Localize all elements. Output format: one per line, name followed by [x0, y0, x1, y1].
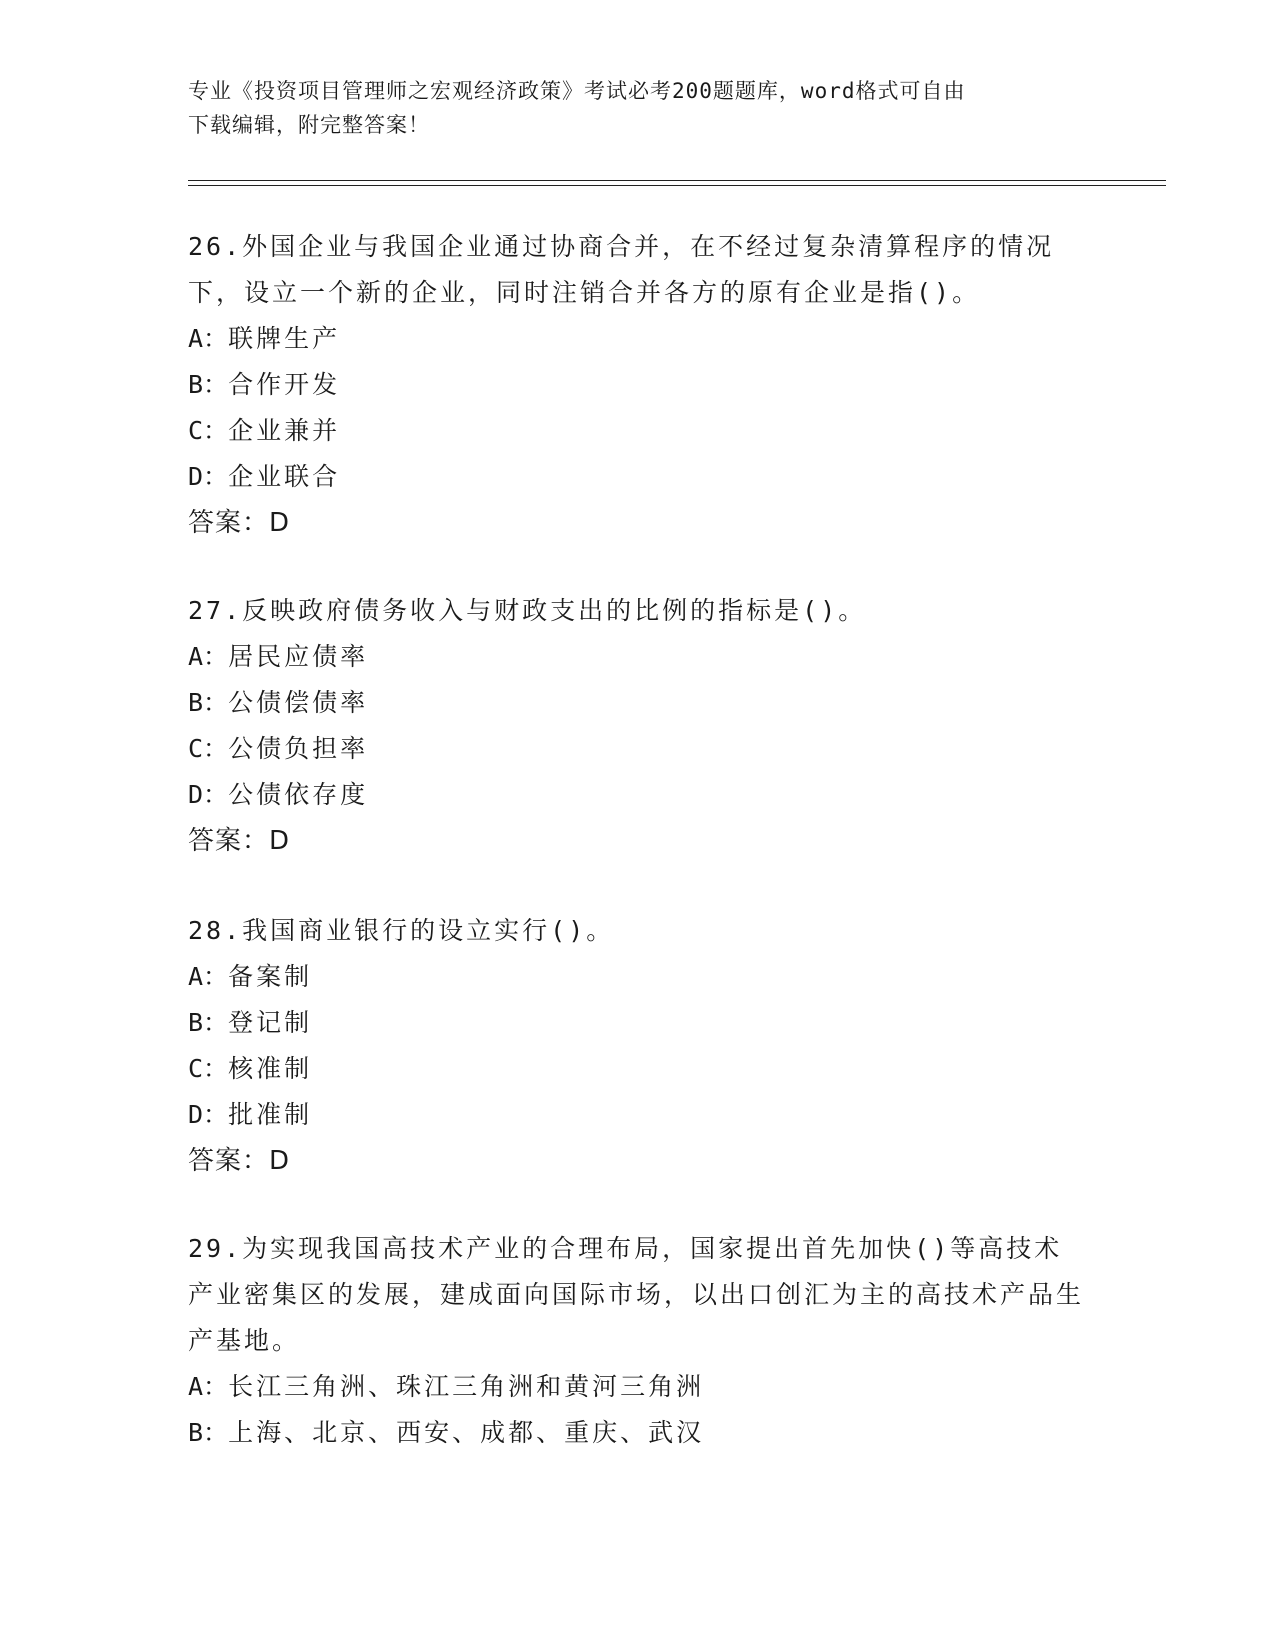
question-stem: 27.反映政府债务收入与财政支出的比例的指标是()。 [188, 596, 867, 625]
option-a [188, 954, 1088, 1000]
question-28 [188, 908, 1088, 1184]
question-stem: 29.为实现我国高技术产业的合理布局，国家提出首先加快()等高技术产业密集区的发展，建成面向国际市场，以出口创汇为主的高技术产品生产基地。 [188, 1234, 1085, 1355]
option-letter: B： [188, 1008, 229, 1037]
option-d [188, 772, 1088, 818]
option-a [188, 1364, 1088, 1410]
option-b [188, 680, 1088, 726]
option-text: 公债偿债率 [228, 688, 369, 717]
option-letter: B： [188, 1418, 229, 1447]
option-text: 联牌生产 [228, 324, 341, 353]
option-letter: B： [188, 688, 229, 717]
option-text: 合作开发 [228, 370, 341, 399]
question-29 [188, 1226, 1088, 1456]
option-b [188, 1000, 1088, 1046]
question-stem: 28.我国商业银行的设立实行()。 [188, 916, 615, 945]
option-text: 备案制 [228, 962, 313, 991]
option-letter: A： [188, 324, 229, 353]
header-line-1: 专业《投资项目管理师之宏观经济政策》考试必考200题题库，word格式可自由 [188, 79, 966, 103]
document-header [188, 74, 1088, 142]
option-letter: D： [188, 1100, 229, 1129]
answer: 答案：D [188, 1146, 291, 1176]
option-text: 公债负担率 [228, 734, 369, 763]
option-c [188, 1046, 1088, 1092]
option-letter: D： [188, 780, 229, 809]
answer: 答案：D [188, 826, 291, 856]
option-text: 企业联合 [228, 462, 341, 491]
header-divider-top [188, 180, 1166, 181]
option-letter: C： [188, 416, 229, 445]
option-text: 居民应债率 [228, 642, 369, 671]
answer: 答案：D [188, 508, 291, 538]
option-text: 核准制 [228, 1054, 313, 1083]
option-c [188, 726, 1088, 772]
option-c [188, 408, 1088, 454]
header-line-2: 下载编辑，附完整答案！ [188, 113, 430, 137]
option-letter: A： [188, 642, 229, 671]
option-a [188, 634, 1088, 680]
option-b [188, 1410, 1088, 1456]
header-divider-bottom [188, 185, 1166, 186]
option-text: 登记制 [228, 1008, 313, 1037]
question-27 [188, 588, 1088, 864]
option-text: 批准制 [228, 1100, 313, 1129]
question-26 [188, 224, 1088, 546]
option-text: 公债依存度 [228, 780, 369, 809]
option-letter: A： [188, 962, 229, 991]
option-text: 企业兼并 [228, 416, 341, 445]
option-a [188, 316, 1088, 362]
option-b [188, 362, 1088, 408]
option-letter: B： [188, 370, 229, 399]
option-letter: C： [188, 1054, 229, 1083]
option-d [188, 1092, 1088, 1138]
question-stem: 26.外国企业与我国企业通过协商合并，在不经过复杂清算程序的情况下，设立一个新的企业，同时注销合并各方的原有企业是指()。 [188, 232, 1055, 307]
option-letter: D： [188, 462, 229, 491]
option-text: 上海、北京、西安、成都、重庆、武汉 [228, 1418, 705, 1447]
option-d [188, 454, 1088, 500]
option-letter: C： [188, 734, 229, 763]
option-text: 长江三角洲、珠江三角洲和黄河三角洲 [228, 1372, 705, 1401]
option-letter: A： [188, 1372, 229, 1401]
